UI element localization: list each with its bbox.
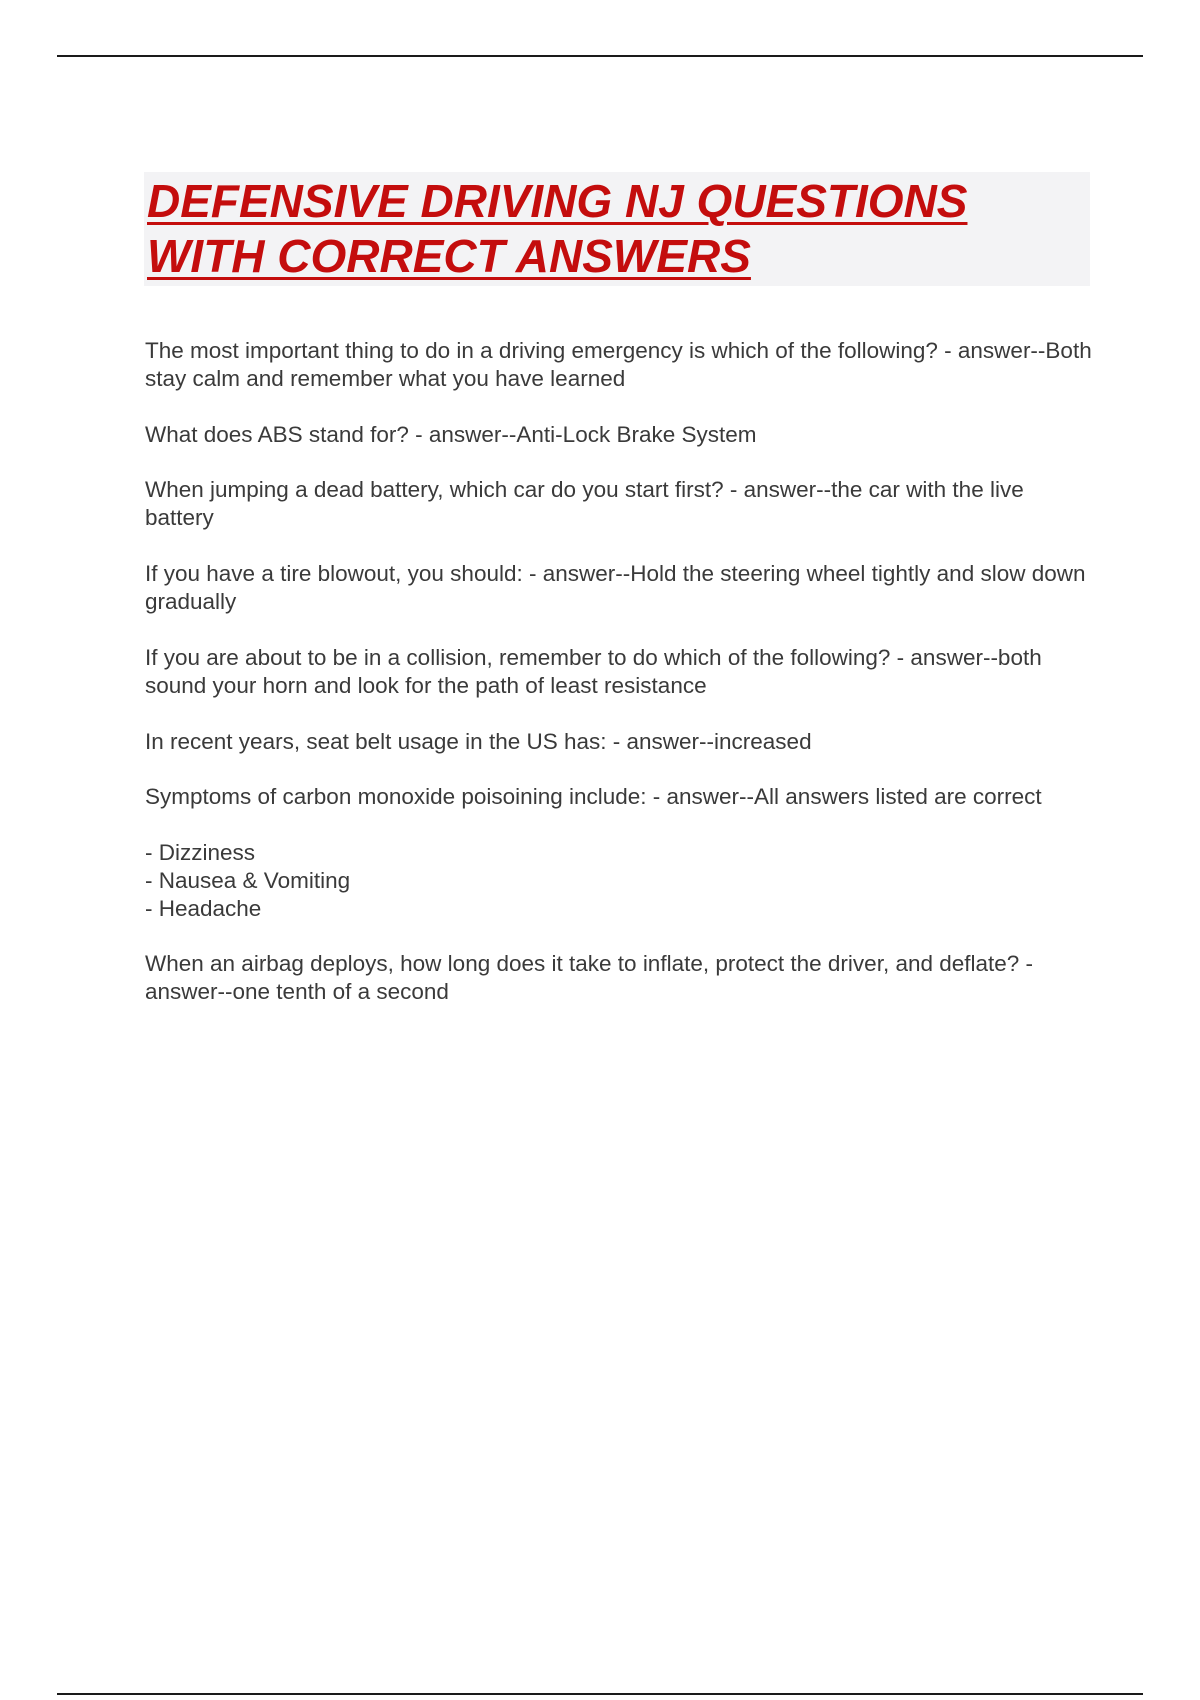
list-item: - Headache [145, 896, 262, 921]
footer-rule [57, 1693, 1143, 1695]
qa-item-battery: When jumping a dead battery, which car do you start first? - answer--the car with the live battery [145, 477, 1024, 530]
qa-item-airbag: When an airbag deploys, how long does it take to inflate, protect the driver, and deflate? - answer--one tenth of a second [145, 951, 1034, 1004]
qa-item-emergency: The most important thing to do in a driving emergency is which of the following? - answer--Both stay calm and remember what you have learned [145, 338, 1092, 391]
document-title: DEFENSIVE DRIVING NJ QUESTIONS WITH CORRECT ANSWERS [147, 175, 968, 282]
qa-item-blowout: If you have a tire blowout, you should: - answer--Hold the steering wheel tightly and slow down gradually [145, 561, 1086, 614]
qa-item-collision: If you are about to be in a collision, remember to do which of the following? - answer--both sound your horn and look for the path of least resistance [145, 645, 1042, 698]
list-item: - Dizziness [145, 840, 256, 865]
list-item: - Nausea & Vomiting [145, 868, 351, 893]
qa-item-carbon-monoxide: Symptoms of carbon monoxide poisoining include: - answer--All answers listed are correct [145, 784, 1042, 809]
document-body [145, 337, 1095, 1034]
qa-item-seatbelt: In recent years, seat belt usage in the US has: - answer--increased [145, 729, 812, 754]
qa-item-abs: What does ABS stand for? - answer--Anti-Lock Brake System [145, 422, 757, 447]
header-rule [57, 55, 1143, 57]
symptom-list [145, 839, 1095, 923]
